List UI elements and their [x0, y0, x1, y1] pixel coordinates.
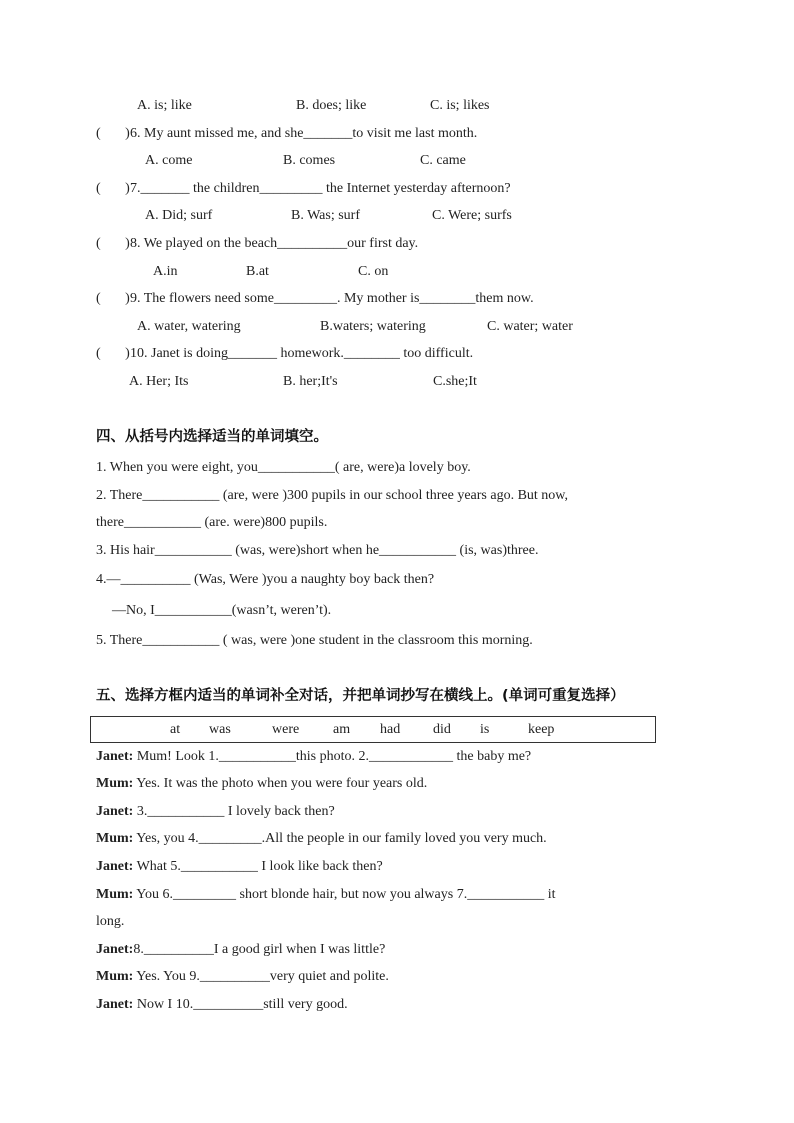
option-c: C. Were; surfs: [432, 208, 512, 223]
word-bank-item: keep: [528, 722, 555, 737]
option-a: A. come: [145, 153, 193, 168]
dialogue-text: Now I 10.__________still very good.: [133, 997, 348, 1012]
word-bank-item: is: [480, 722, 490, 737]
option-c: C. came: [420, 153, 466, 168]
option-b: B. Was; surf: [291, 208, 361, 223]
answer-paren: ( ): [96, 181, 130, 196]
speaker-label: Janet:: [96, 859, 134, 874]
dialogue-line: [96, 775, 427, 793]
fill-blank-line: 5. There___________ ( was, were )one student in the classroom this morning.: [96, 633, 533, 648]
option-b: B. comes: [283, 153, 336, 168]
dialogue-text: Yes, you 4._________.All the people in our family loved you very much.: [133, 831, 547, 846]
fill-blank-line: 1. When you were eight, you___________( are, were)a lovely boy.: [96, 460, 471, 475]
section-heading: 四、从括号内选择适当的单词填空。: [96, 429, 328, 445]
dialogue-text: 8.__________I a good girl when I was little?: [133, 942, 386, 957]
speaker-label: Mum:: [96, 969, 134, 984]
dialogue-line: [96, 968, 389, 986]
fill-blank-line: 4.—__________ (Was, Were )you a naughty boy back then?: [96, 572, 435, 587]
question-stem: 9. The flowers need some_________. My mother is________them now.: [130, 291, 534, 306]
dialogue-text: Yes. You 9.__________very quiet and polite.: [133, 969, 389, 984]
dialogue-text: Mum! Look 1.___________this photo. 2.____________ the baby me?: [133, 749, 532, 764]
dialogue-line: [96, 886, 555, 904]
option-a: A. water, watering: [137, 319, 241, 334]
dialogue-line: [96, 996, 348, 1014]
word-bank-item: did: [433, 722, 451, 737]
question-stem: 8. We played on the beach__________our first day.: [130, 236, 419, 251]
word-bank-item: was: [209, 722, 231, 737]
option-c: C.she;It: [433, 374, 477, 389]
fill-blank-line: —No, I___________(wasn’t, weren’t).: [112, 603, 332, 618]
fill-blank-line: 2. There___________ (are, were )300 pupils in our school three years ago. But now,: [96, 488, 568, 503]
option-a: A.in: [153, 264, 178, 279]
dialogue-text: long.: [96, 914, 125, 929]
dialogue-line: [96, 858, 383, 876]
section-heading: 五、选择方框内适当的单词补全对话，并把单词抄写在横线上。(单词可重复选择）: [96, 688, 625, 704]
answer-paren: ( ): [96, 291, 130, 306]
question-stem: 6. My aunt missed me, and she_______to visit me last month.: [130, 126, 478, 141]
speaker-label: Janet:: [96, 997, 134, 1012]
dialogue-text: What 5.___________ I look like back then?: [133, 859, 383, 874]
option-b: B. her;It's: [283, 374, 338, 389]
word-bank-box: [90, 716, 656, 743]
question-stem: 7._______ the children_________ the Internet yesterday afternoon?: [130, 181, 511, 196]
speaker-label: Mum:: [96, 776, 134, 791]
word-bank-item: had: [380, 722, 401, 737]
speaker-label: Janet:: [96, 804, 134, 819]
fill-blank-line: 3. His hair___________ (was, were)short when he___________ (is, was)three.: [96, 543, 539, 558]
option-c: C. water; water: [487, 319, 573, 334]
option-a: A. Her; Its: [129, 374, 189, 389]
answer-paren: ( ): [96, 346, 130, 361]
word-bank-item: am: [333, 722, 351, 737]
answer-paren: ( ): [96, 126, 130, 141]
option-a: A. is; like: [137, 98, 192, 113]
speaker-label: Janet:: [96, 749, 134, 764]
dialogue-line: [96, 830, 547, 848]
word-bank-item: at: [170, 722, 181, 737]
dialogue-line: [96, 803, 335, 821]
speaker-label: Janet:: [96, 942, 134, 957]
dialogue-line: [96, 748, 531, 766]
fill-blank-line: there___________ (are. were)800 pupils.: [96, 515, 328, 530]
option-b: B.waters; watering: [320, 319, 426, 334]
option-b: B. does; like: [296, 98, 367, 113]
dialogue-text: Yes. It was the photo when you were four years old.: [133, 776, 428, 791]
answer-paren: ( ): [96, 236, 130, 251]
question-stem: 10. Janet is doing_______ homework.________ too difficult.: [130, 346, 474, 361]
dialogue-line: [96, 913, 124, 931]
dialogue-line: [96, 941, 385, 959]
dialogue-text: You 6._________ short blonde hair, but now you always 7.___________ it: [133, 887, 556, 902]
speaker-label: Mum:: [96, 831, 134, 846]
option-c: C. is; likes: [430, 98, 490, 113]
option-a: A. Did; surf: [145, 208, 213, 223]
option-c: C. on: [358, 264, 389, 279]
option-b: B.at: [246, 264, 269, 279]
speaker-label: Mum:: [96, 887, 134, 902]
dialogue-text: 3.___________ I lovely back then?: [133, 804, 335, 819]
word-bank-item: were: [272, 722, 300, 737]
